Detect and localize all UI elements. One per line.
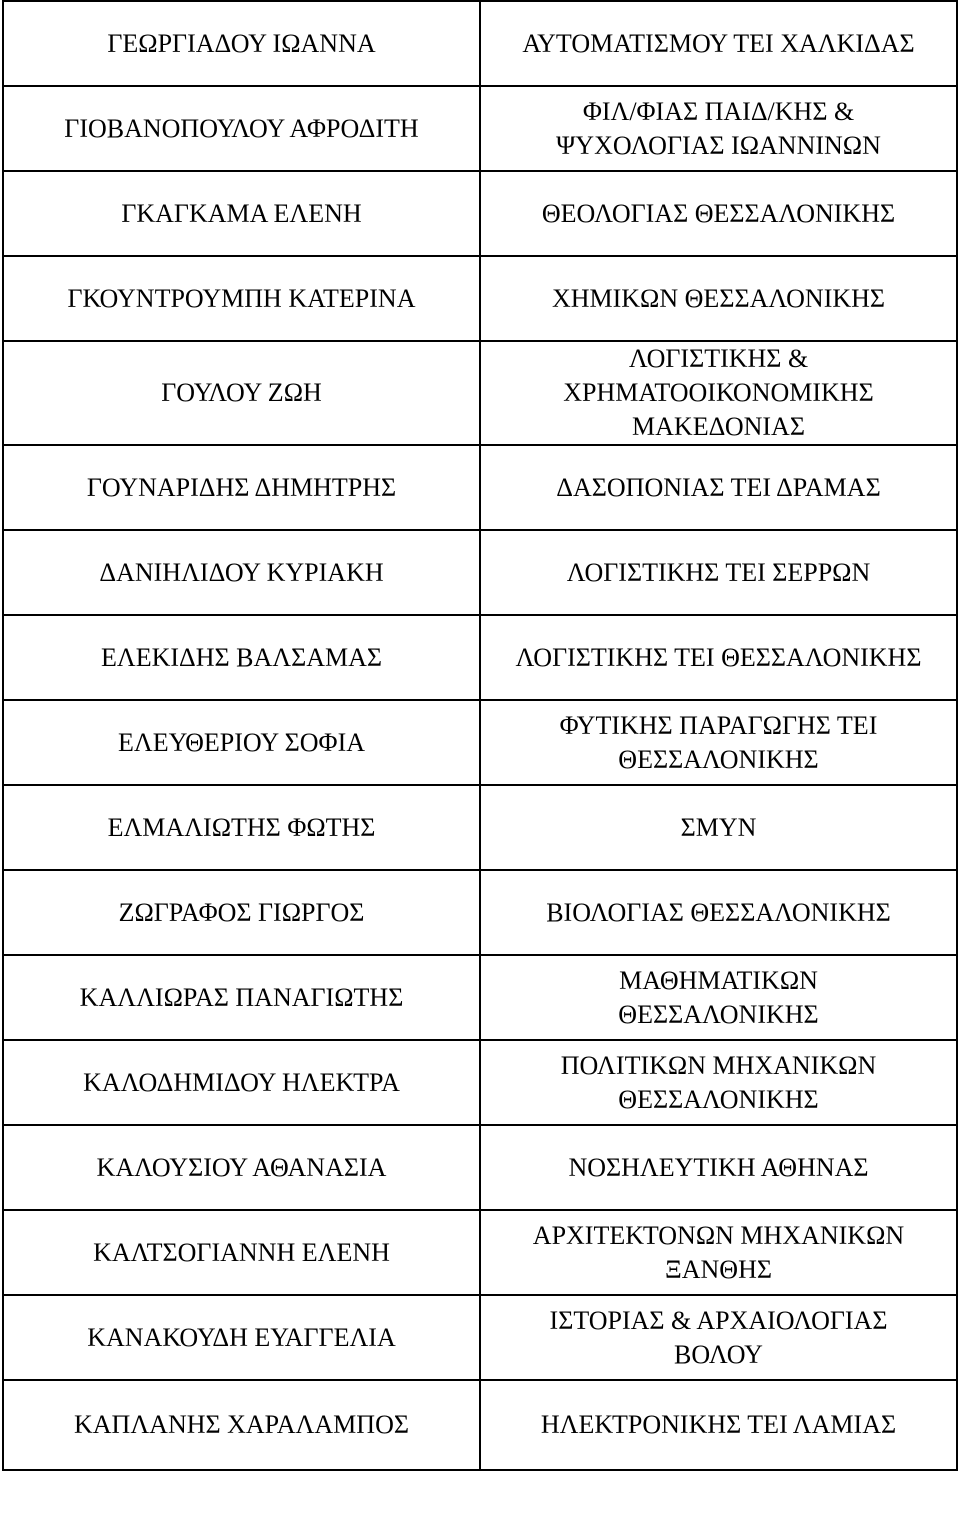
table-row — [3, 171, 957, 256]
student-name-cell: ΓΟΥΝΑΡΙΔΗΣ ΔΗΜΗΤΡΗΣ — [3, 445, 480, 530]
table-row — [3, 615, 957, 700]
student-name-cell: ΚΑΛΤΣΟΓΙΑΝΝΗ ΕΛΕΝΗ — [3, 1210, 480, 1295]
student-name-cell: ΖΩΓΡΑΦΟΣ ΓΙΩΡΓΟΣ — [3, 870, 480, 955]
table-row — [3, 700, 957, 785]
department-cell: ΗΛΕΚΤΡΟΝΙΚΗΣ ΤΕΙ ΛΑΜΙΑΣ — [480, 1380, 957, 1470]
student-name-cell: ΚΑΛΛΙΩΡΑΣ ΠΑΝΑΓΙΩΤΗΣ — [3, 955, 480, 1040]
table-row — [3, 256, 957, 341]
department-cell: ΣΜΥΝ — [480, 785, 957, 870]
table-row — [3, 1040, 957, 1125]
student-name-cell: ΚΑΠΛΑΝΗΣ ΧΑΡΑΛΑΜΠΟΣ — [3, 1380, 480, 1470]
student-name-cell: ΕΛΕΥΘΕΡΙΟΥ ΣΟΦΙΑ — [3, 700, 480, 785]
table-row — [3, 530, 957, 615]
department-cell: ΑΥΤΟΜΑΤΙΣΜΟΥ ΤΕΙ ΧΑΛΚΙΔΑΣ — [480, 1, 957, 86]
department-cell: ΒΙΟΛΟΓΙΑΣ ΘΕΣΣΑΛΟΝΙΚΗΣ — [480, 870, 957, 955]
table-row — [3, 955, 957, 1040]
table-row — [3, 1380, 957, 1470]
table-row — [3, 1295, 957, 1380]
student-name-cell: ΚΑΝΑΚΟΥΔΗ ΕΥΑΓΓΕΛΙΑ — [3, 1295, 480, 1380]
table-row — [3, 341, 957, 445]
student-name-cell: ΚΑΛΟΔΗΜΙΔΟΥ ΗΛΕΚΤΡΑ — [3, 1040, 480, 1125]
department-cell: ΜΑΘΗΜΑΤΙΚΩΝ ΘΕΣΣΑΛΟΝΙΚΗΣ — [480, 955, 957, 1040]
student-name-cell: ΓΚΟΥΝΤΡΟΥΜΠΗ ΚΑΤΕΡΙΝΑ — [3, 256, 480, 341]
student-name-cell: ΕΛΕΚΙΔΗΣ ΒΑΛΣΑΜΑΣ — [3, 615, 480, 700]
student-name-cell: ΓΕΩΡΓΙΑΔΟΥ ΙΩΑΝΝΑ — [3, 1, 480, 86]
student-name-cell: ΕΛΜΑΛΙΩΤΗΣ ΦΩΤΗΣ — [3, 785, 480, 870]
department-cell: ΘΕΟΛΟΓΙΑΣ ΘΕΣΣΑΛΟΝΙΚΗΣ — [480, 171, 957, 256]
department-cell: ΦΥΤΙΚΗΣ ΠΑΡΑΓΩΓΗΣ ΤΕΙ ΘΕΣΣΑΛΟΝΙΚΗΣ — [480, 700, 957, 785]
department-cell: ΔΑΣΟΠΟΝΙΑΣ ΤΕΙ ΔΡΑΜΑΣ — [480, 445, 957, 530]
table-row — [3, 1210, 957, 1295]
department-cell: ΛΟΓΙΣΤΙΚΗΣ & ΧΡΗΜΑΤΟΟΙΚΟΝΟΜΙΚΗΣ ΜΑΚΕΔΟΝΙΑΣ — [480, 341, 957, 445]
table-row — [3, 785, 957, 870]
table-row — [3, 445, 957, 530]
table-row — [3, 1, 957, 86]
student-name-cell: ΔΑΝΙΗΛΙΔΟΥ ΚΥΡΙΑΚΗ — [3, 530, 480, 615]
student-name-cell: ΓΙΟΒΑΝΟΠΟΥΛΟΥ ΑΦΡΟΔΙΤΗ — [3, 86, 480, 171]
department-cell: ΛΟΓΙΣΤΙΚΗΣ ΤΕΙ ΘΕΣΣΑΛΟΝΙΚΗΣ — [480, 615, 957, 700]
department-cell: ΧΗΜΙΚΩΝ ΘΕΣΣΑΛΟΝΙΚΗΣ — [480, 256, 957, 341]
department-cell: ΑΡΧΙΤΕΚΤΟΝΩΝ ΜΗΧΑΝΙΚΩΝ ΞΑΝΘΗΣ — [480, 1210, 957, 1295]
department-cell: ΙΣΤΟΡΙΑΣ & ΑΡΧΑΙΟΛΟΓΙΑΣ ΒΟΛΟΥ — [480, 1295, 957, 1380]
department-cell: ΠΟΛΙΤΙΚΩΝ ΜΗΧΑΝΙΚΩΝ ΘΕΣΣΑΛΟΝΙΚΗΣ — [480, 1040, 957, 1125]
student-name-cell: ΚΑΛΟΥΣΙΟΥ ΑΘΑΝΑΣΙΑ — [3, 1125, 480, 1210]
department-cell: ΛΟΓΙΣΤΙΚΗΣ ΤΕΙ ΣΕΡΡΩΝ — [480, 530, 957, 615]
department-cell: ΦΙΛ/ΦΙΑΣ ΠΑΙΔ/ΚΗΣ & ΨΥΧΟΛΟΓΙΑΣ ΙΩΑΝΝΙΝΩΝ — [480, 86, 957, 171]
table-row — [3, 1125, 957, 1210]
department-cell: ΝΟΣΗΛΕΥΤΙΚΗ ΑΘΗΝΑΣ — [480, 1125, 957, 1210]
student-name-cell: ΓΟΥΛΟΥ ΖΩΗ — [3, 341, 480, 445]
table-row — [3, 86, 957, 171]
student-name-cell: ΓΚΑΓΚΑΜΑ ΕΛΕΝΗ — [3, 171, 480, 256]
student-department-table — [2, 0, 958, 1471]
table-row — [3, 870, 957, 955]
